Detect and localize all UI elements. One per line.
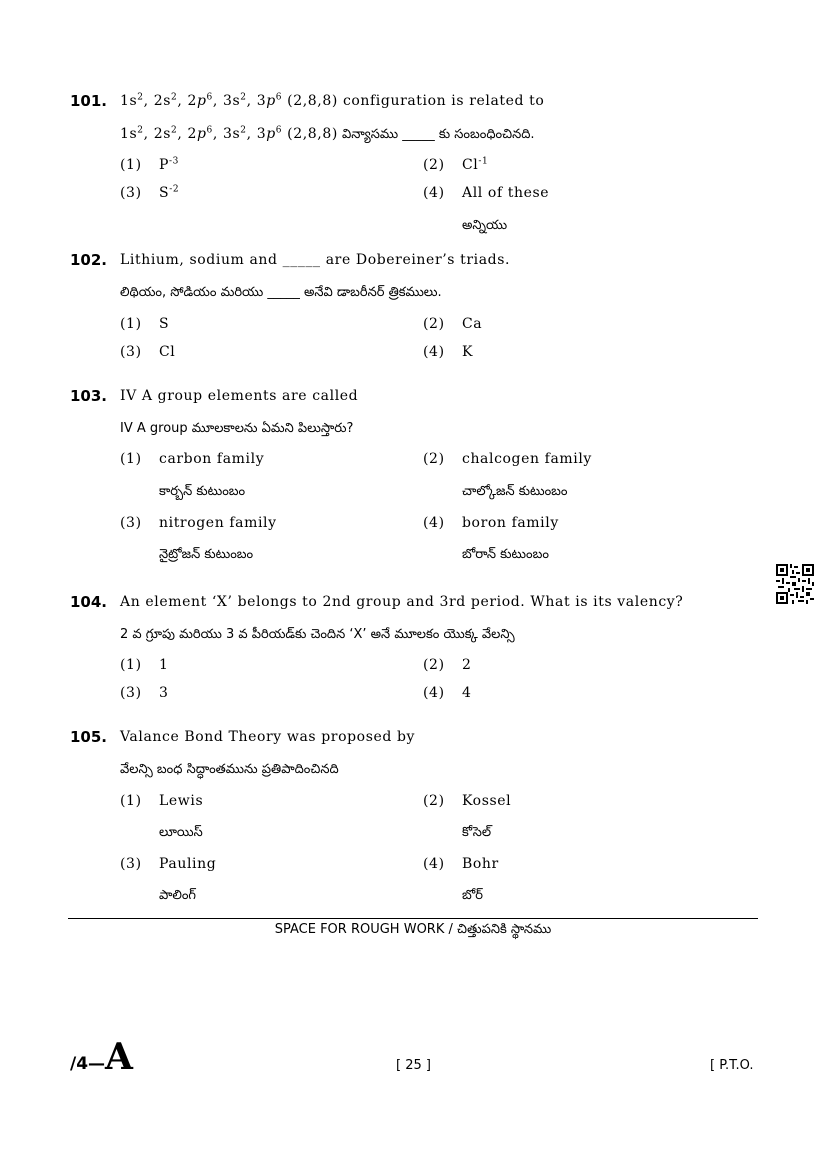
option-2[interactable]: Ca (462, 316, 483, 332)
question-stem: IV A group elements are called (120, 388, 359, 404)
option-2[interactable]: $Cl^{-1}$ (462, 156, 489, 173)
option-1[interactable]: 1 (159, 657, 169, 673)
option-2[interactable]: Kossel (462, 793, 512, 809)
page-number: [ 25 ] (396, 1058, 431, 1073)
option-number: (4) (423, 856, 445, 872)
question-stem-telugu: $1s^2$, $2s^2$, $2p^6$, $3s^2$, $3p^6$ (2,8,8) విన్యాసము _____ కు సంబంధించినది. (120, 125, 535, 142)
option-number: (3) (120, 515, 142, 531)
question-stem: $1s^2$, $2s^2$, $2p^6$, $3s^2$, $3p^6$ (2,8,8) configuration is related to (120, 92, 545, 109)
option-2-telugu: కోసెల్ (462, 825, 492, 840)
option-3[interactable]: Pauling (159, 856, 217, 872)
option-number: (1) (120, 157, 142, 173)
option-number: (3) (120, 685, 142, 701)
option-4[interactable]: Bohr (462, 856, 499, 872)
option-1-telugu: కార్బన్ కుటుంబం (159, 484, 246, 499)
option-number: (2) (423, 316, 445, 332)
option-1[interactable]: S (159, 316, 170, 332)
option-4-telugu: బోరాన్ కుటుంబం (462, 547, 549, 562)
question-number: 102. (70, 251, 108, 269)
question-number: 101. (70, 92, 108, 110)
option-4-telugu: అన్నియు (462, 218, 508, 233)
option-4[interactable]: boron family (462, 515, 559, 531)
option-3[interactable]: 3 (159, 685, 169, 701)
option-2[interactable]: chalcogen family (462, 451, 592, 467)
question-number: 105. (70, 728, 108, 746)
option-2-telugu: చాల్కోజన్ కుటుంబం (462, 484, 568, 499)
option-1[interactable]: $P^{-3}$ (159, 156, 179, 173)
option-1[interactable]: carbon family (159, 451, 265, 467)
option-number: (2) (423, 793, 445, 809)
option-4[interactable]: 4 (462, 685, 472, 701)
qr-code-icon (776, 564, 814, 604)
question-stem: Valance Bond Theory was proposed by (120, 729, 416, 745)
option-1[interactable]: Lewis (159, 793, 204, 809)
question-stem-telugu: లిథియం, సోడియం మరియు _____ అనేవి డాబరీనర్ త్రికములు. (120, 285, 442, 300)
question-stem-telugu: వేలన్సి బంధ సిద్ధాంతమును ప్రతిపాదించినది (120, 762, 339, 777)
option-3[interactable]: Cl (159, 344, 176, 360)
option-number: (1) (120, 657, 142, 673)
option-1-telugu: లూయిస్ (159, 825, 203, 840)
option-4[interactable]: K (462, 344, 474, 360)
question-stem: An element ‘X’ belongs to 2nd group and 3rd period. What is its valency? (120, 594, 684, 610)
option-number: (3) (120, 185, 142, 201)
option-number: (4) (423, 185, 445, 201)
rough-work-label: SPACE FOR ROUGH WORK / చిత్తుపనికి స్థానము (274, 922, 552, 937)
option-3-telugu: పాలింగ్ (159, 888, 196, 903)
divider (68, 918, 758, 919)
question-stem-telugu: 2 వ గ్రూపు మరియు 3 వ పీరియడ్‌కు చెందిన ‘X’ అనే మూలకం యొక్క వేలన్సి (120, 627, 515, 642)
option-number: (4) (423, 685, 445, 701)
option-number: (4) (423, 515, 445, 531)
booklet-series: /4—A (70, 1036, 133, 1078)
option-3[interactable]: nitrogen family (159, 515, 277, 531)
option-number: (1) (120, 316, 142, 332)
option-number: (2) (423, 657, 445, 673)
pto-label: [ P.T.O. (710, 1058, 754, 1073)
option-number: (1) (120, 793, 142, 809)
question-stem: Lithium, sodium and _____ are Dobereiner’s triads. (120, 252, 511, 268)
option-4[interactable]: All of these (462, 185, 550, 201)
option-number: (3) (120, 344, 142, 360)
option-number: (4) (423, 344, 445, 360)
option-number: (3) (120, 856, 142, 872)
question-stem-telugu: IV A group మూలకాలను ఏమని పిలుస్తారు? (120, 421, 354, 436)
question-number: 103. (70, 387, 108, 405)
option-number: (2) (423, 451, 445, 467)
question-number: 104. (70, 593, 108, 611)
option-2[interactable]: 2 (462, 657, 472, 673)
option-number: (1) (120, 451, 142, 467)
option-number: (2) (423, 157, 445, 173)
option-3-telugu: నైట్రోజన్ కుటుంబం (159, 547, 254, 562)
option-4-telugu: బోర్ (462, 888, 483, 903)
option-3[interactable]: $S^{-2}$ (159, 184, 180, 201)
